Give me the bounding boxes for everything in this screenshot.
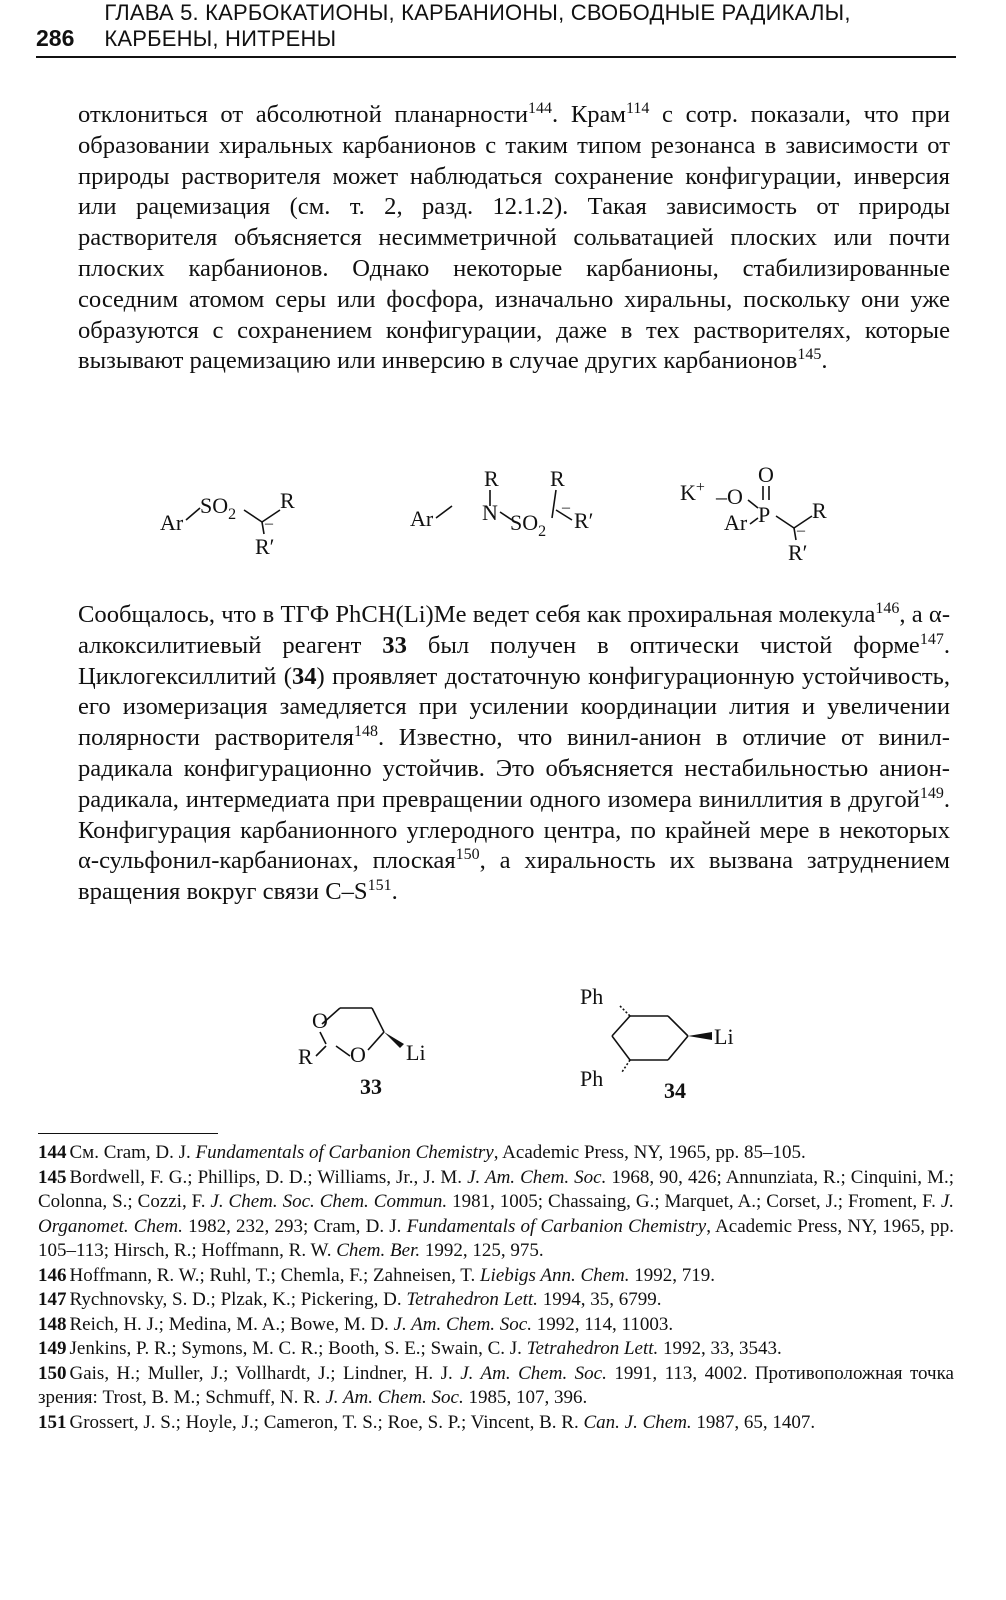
- atom-ph-top: Ph: [580, 984, 604, 1009]
- structure-phosphonate-carbanion: [676, 458, 896, 578]
- structure-arso2-carbanion: [144, 468, 354, 578]
- footnote-148: [38, 1313, 954, 1338]
- footnote-text: 1985, 107, 396.: [463, 1387, 588, 1408]
- atom-r-n: R: [484, 466, 499, 491]
- footnote-147: [38, 1288, 954, 1313]
- footnote-number: 150: [38, 1362, 67, 1384]
- text-run: . Крам: [552, 101, 626, 128]
- footnote-journal: J. Organomet. Chem.: [38, 1191, 955, 1237]
- footnote-146: [38, 1264, 954, 1289]
- footnote-journal: J. Am. Chem. Soc.: [467, 1166, 607, 1188]
- atom-r-c: R: [550, 466, 565, 491]
- footnote-journal: Chem. Ber.: [336, 1240, 421, 1261]
- text-run: .: [391, 878, 398, 906]
- ref-145: 145: [797, 346, 822, 364]
- atom-ar: Ar: [160, 510, 184, 535]
- ref-148: 148: [353, 723, 378, 740]
- footnote-text: 1968, 90, 426; Annunziata, R.; Cinquini, M.; Colonna, S.; Cozzi, F.: [38, 1166, 954, 1212]
- footnote-text: Hoffmann, R. W.; Ruhl, T.; Chemla, F.; Zahneisen, T.: [69, 1264, 480, 1286]
- text-run: . Конфигурация карбанионного углеродного центра, по крайней мере в некоторых α-сульфонил-карбанионах, плоская: [78, 785, 950, 875]
- ref-147: 147: [919, 630, 944, 648]
- footnote-number: 148: [38, 1313, 67, 1335]
- atom-r: R: [298, 1044, 313, 1069]
- structure-sulfonamide-carbanion: [402, 462, 622, 572]
- footnote-text: Rychnovsky, S. D.; Plzak, K.; Pickering, D.: [69, 1289, 407, 1310]
- atom-li: Li: [406, 1040, 426, 1065]
- charge-minus: –: [797, 522, 805, 539]
- charge-minus: –: [265, 515, 273, 532]
- compound-label-34: 34: [664, 1078, 686, 1103]
- atom-p: P: [758, 502, 771, 527]
- footnote-150: [38, 1362, 954, 1411]
- footnote-text: , Academic Press, NY, 1965, pp. 85–105.: [493, 1142, 806, 1163]
- footnote-journal: J. Am. Chem. Soc.: [460, 1362, 607, 1384]
- chapter-title: ГЛАВА 5. КАРБОКАТИОНЫ, КАРБАНИОНЫ, СВОБОДНЫЕ РАДИКАЛЫ, КАРБЕНЫ, НИТРЕНЫ: [104, 0, 851, 51]
- text-run: . Циклогексиллитий (: [78, 631, 951, 690]
- atom-ar: Ar: [724, 510, 748, 535]
- footnote-number: 146: [38, 1264, 67, 1286]
- footnote-number: 145: [38, 1166, 67, 1188]
- paragraph-2: [78, 600, 950, 908]
- atom-n: N: [482, 500, 498, 525]
- footnote-text: 1982, 232, 293; Cram, D. J.: [182, 1215, 407, 1237]
- page-number: 286: [36, 25, 75, 51]
- text-run: ) проявляет достаточную конфигурационную устойчивость, его изомеризация замедляется при усилении координации лития и увеличении полярности растворителя: [78, 662, 950, 752]
- ref-146: 146: [875, 599, 900, 617]
- footnote-journal: Liebigs Ann. Chem.: [479, 1264, 630, 1286]
- text-run: , а хиральность их вызвана затруднением вращения вокруг связи C–S: [78, 847, 950, 906]
- footnote-journal: J. Am. Chem. Soc.: [393, 1313, 532, 1335]
- counterion-k: K+: [680, 479, 705, 505]
- atom-rprime: R′: [574, 508, 594, 533]
- atom-o-double: O: [758, 462, 774, 487]
- footnote-journal: Tetrahedron Lett.: [526, 1338, 659, 1359]
- footnote-text: Grossert, J. S.; Hoyle, J.; Cameron, T. S.; Roe, S. P.; Vincent, B. R.: [69, 1411, 584, 1433]
- footnote-text: 1992, 719.: [629, 1264, 716, 1286]
- footnote-144: [38, 1141, 954, 1166]
- atom-r: R: [280, 488, 295, 513]
- page: [36, 0, 956, 1600]
- atom-ph-bottom: Ph: [580, 1066, 604, 1091]
- footnote-text: 1992, 125, 975.: [420, 1240, 544, 1261]
- footnote-separator: [38, 1133, 218, 1134]
- text-run: отклониться от абсолютной планарности: [78, 101, 529, 128]
- footnote-number: 149: [38, 1338, 67, 1359]
- footnote-journal: J. Chem. Soc. Chem. Commun.: [210, 1191, 448, 1212]
- atom-o-ring-top: O: [312, 1008, 328, 1033]
- atom-ar: Ar: [410, 506, 434, 531]
- footnote-149: [38, 1337, 954, 1362]
- footnote-text: 1991, 113, 4002. Противоположная точка зрения: Trost, B. M.; Schmuff, N. R.: [38, 1362, 954, 1408]
- atom-li: Li: [714, 1024, 734, 1049]
- footnote-text: , Academic Press, NY, 1965, pp. 105–113; Hirsch, R.; Hoffmann, R. W.: [38, 1215, 955, 1261]
- text-run: был получен в оптически чистой форме: [406, 631, 920, 659]
- text-run: . Известно, что винил-анион в отличие от винил-радикала конфигурационно устойчив. Это объясняется нестабильностью анион-радикала, интермедиата при превращении одного изомера виниллития в другой: [78, 724, 950, 813]
- footnote-journal: Tetrahedron Lett.: [406, 1289, 538, 1310]
- compound-34: 34: [291, 662, 317, 690]
- footnotes: [38, 1141, 954, 1435]
- ref-151: 151: [367, 876, 392, 894]
- footnote-text: Reich, H. J.; Medina, M. A.; Bowe, M. D.: [69, 1313, 394, 1335]
- compound-label-33: 33: [360, 1074, 382, 1099]
- atom-so2: $SO_2$: [200, 493, 237, 523]
- structure-34: [572, 978, 762, 1108]
- footnote-text: 1987, 65, 1407.: [691, 1411, 816, 1433]
- atom-o-ring-bottom: O: [350, 1042, 366, 1067]
- footnote-journal: J. Am. Chem. Soc.: [325, 1387, 464, 1408]
- structure-33: [276, 994, 466, 1104]
- paragraph-1: [78, 100, 950, 377]
- footnote-text: Gais, H.; Muller, J.; Vollhardt, J.; Lindner, H. J.: [69, 1362, 461, 1384]
- text-run: с сотр. показали, что при образовании хиральных карбанионов с таким типом резонанса в зависимости от природы растворителя может наблюдаться сохранение конфигурации, инверсия или рацемизация (см. т. 2, разд. 12.1.2). Такая зависимость от природы растворителя объясняется несимметричной сольватацией плоских или почти плоских карбанионов. Однако некоторые карбанионы, стабилизированные соседним атомом серы или фосфора, изначально хиральны, поскольку они уже образуются с сохранением конфигурации, даже в тех растворителях, которые вызывают рацемизацию или инверсию в случае других карбанионов: [78, 101, 950, 375]
- footnote-text: Jenkins, P. R.; Symons, M. C. R.; Booth, S. E.; Swain, C. J.: [69, 1338, 527, 1359]
- footnote-journal: Fundamentals of Carbanion Chemistry: [195, 1142, 494, 1163]
- atom-rprime: R′: [255, 534, 275, 559]
- footnote-number: 147: [38, 1289, 67, 1310]
- ref-114: 114: [626, 99, 650, 117]
- footnote-145: [38, 1166, 954, 1264]
- atom-r: R: [812, 498, 827, 523]
- text-run: .: [821, 347, 828, 375]
- charge-minus: –: [562, 499, 570, 516]
- footnote-number: 144: [38, 1142, 67, 1163]
- footnote-text: 1994, 35, 6799.: [537, 1289, 662, 1310]
- atom-o-minus: –O: [716, 484, 743, 509]
- footnote-151: [38, 1411, 954, 1436]
- text-run: Сообщалось, что в ТГФ PhCH(Li)Me ведет себя как прохиральная молекула: [78, 601, 876, 628]
- footnote-text: 1992, 33, 3543.: [658, 1338, 782, 1359]
- footnote-journal: Can. J. Chem.: [583, 1411, 692, 1433]
- footnote-text: 1992, 114, 11003.: [531, 1313, 674, 1335]
- ref-150: 150: [455, 846, 480, 864]
- atom-rprime: R′: [788, 540, 808, 565]
- text-run: , а α-алкоксилитиевый реагент: [78, 601, 951, 659]
- footnote-text: См. Cram, D. J.: [69, 1142, 196, 1163]
- ref-144: 144: [528, 99, 553, 117]
- footnote-number: 151: [38, 1411, 67, 1433]
- running-header: [36, 0, 956, 58]
- atom-so2: $SO_2$: [510, 510, 547, 540]
- footnote-journal: Fundamentals of Carbanion Chemistry: [406, 1215, 707, 1237]
- compound-33: 33: [382, 631, 407, 659]
- ref-149: 149: [919, 784, 944, 802]
- footnote-text: 1981, 1005; Chassaing, G.; Marquet, A.; Corset, J.; Froment, F.: [447, 1191, 941, 1212]
- footnote-text: Bordwell, F. G.; Phillips, D. D.; Williams, Jr., J. M.: [69, 1166, 468, 1188]
